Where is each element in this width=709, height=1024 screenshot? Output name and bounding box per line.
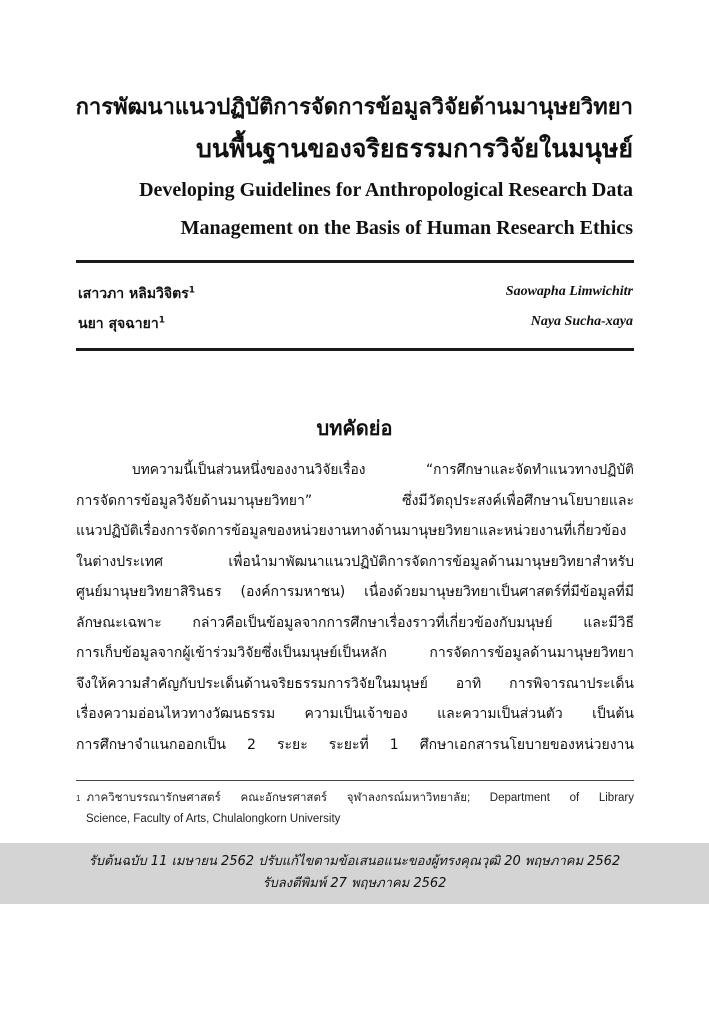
- abstract-line: เรื่องความอ่อนไหวทางวัฒนธรรม ความเป็นเจ้าของ และความเป็นส่วนตัว เป็นต้น: [76, 706, 634, 722]
- abstract-body: [76, 455, 634, 760]
- received-dates-line-1: รับต้นฉบับ 11 เมษายน 2562 ปรับแก้ไขตามข้อเสนอแนะของผู้ทรงคุณวุฒิ 20 พฤษภาคม 2562: [88, 854, 621, 869]
- title-thai-line-2: บนพื้นฐานของจริยธรรมการวิจัยในมนุษย์: [195, 134, 633, 163]
- author-1-thai-name: [78, 283, 195, 305]
- abstract-heading: บทคัดย่อ: [316, 416, 393, 440]
- abstract-line: การจัดการข้อมูลวิจัยด้านมานุษยวิทยา” ซึ่งมีวัตถุประสงค์เพื่อศึกษานโยบายและ: [76, 492, 634, 509]
- title-divider-top: [76, 260, 634, 263]
- abstract-line: บทความนี้เป็นส่วนหนึ่งของงานวิจัยเรื่อง “การศึกษาและจัดทำแนวทางปฏิบัติ: [132, 462, 634, 478]
- abstract-line: ลักษณะเฉพาะ กล่าวคือเป็นข้อมูลจากการศึกษาเรื่องราวที่เกี่ยวข้องกับมนุษย์ และมีวิธี: [76, 614, 634, 631]
- author-2-english-name: Naya Sucha-xaya: [530, 314, 633, 329]
- abstract-line: แนวปฏิบัติเรื่องการจัดการข้อมูลของหน่วยงานทางด้านมานุษยวิทยาและหน่วยงานที่เกี่ยวข้อง: [76, 523, 627, 539]
- author-1-thai-text: เสาวภา หลิมวิจิตร: [78, 286, 189, 302]
- footnote: [76, 788, 634, 830]
- title-thai-line-1: การพัฒนาแนวปฏิบัติการจัดการข้อมูลวิจัยด้านมานุษยวิทยา: [75, 95, 633, 120]
- author-divider-bottom: [76, 348, 634, 351]
- footnote-line-1: [76, 788, 634, 809]
- abstract-line: การเก็บข้อมูลจากผู้เข้าร่วมวิจัยซึ่งเป็นมนุษย์เป็นหลัก การจัดการข้อมูลด้านมานุษยวิทยา: [76, 645, 634, 661]
- received-dates-line-2: รับลงตีพิมพ์ 27 พฤษภาคม 2562: [262, 876, 447, 891]
- abstract-line: การศึกษาจำแนกออกเป็น 2 ระยะ ระยะที่ 1 ศึกษาเอกสารนโยบายของหน่วยงาน: [76, 736, 634, 753]
- author-2-thai-name: [78, 313, 165, 335]
- footnote-line-1-text: ภาควิชาบรรณารักษศาสตร์ คณะอักษรศาสตร์ จุฬาลงกรณ์มหาวิทยาลัย; Department of Library: [86, 792, 634, 804]
- title-english-line-1: Developing Guidelines for Anthropological Research Data: [139, 179, 633, 201]
- abstract-line: จึงให้ความสำคัญกับประเด็นด้านจริยธรรมการวิจัยในมนุษย์ อาทิ การพิจารณาประเด็น: [76, 675, 634, 692]
- author-1-english-name: Saowapha Limwichitr: [505, 284, 633, 299]
- footnote-divider: [76, 780, 634, 781]
- footnote-mark: 1: [76, 794, 81, 803]
- author-1-affiliation-mark: 1: [188, 285, 195, 296]
- received-dates-banner: [0, 843, 709, 904]
- title-english-line-2: Management on the Basis of Human Research Ethics: [180, 217, 633, 239]
- abstract-line: ในต่างประเทศ เพื่อนำมาพัฒนาแนวปฏิบัติการจัดการข้อมูลด้านมานุษยวิทยาสำหรับ: [76, 553, 634, 570]
- author-2-thai-text: นยา สุจฉายา: [78, 316, 159, 332]
- abstract-line: ศูนย์มานุษยวิทยาสิรินธร (องค์การมหาชน) เนื่องด้วยมานุษยวิทยาเป็นศาสตร์ที่มีข้อมูลที่มี: [76, 584, 634, 600]
- author-2-affiliation-mark: 1: [158, 315, 165, 326]
- footnote-line-2: Science, Faculty of Arts, Chulalongkorn University: [86, 813, 341, 825]
